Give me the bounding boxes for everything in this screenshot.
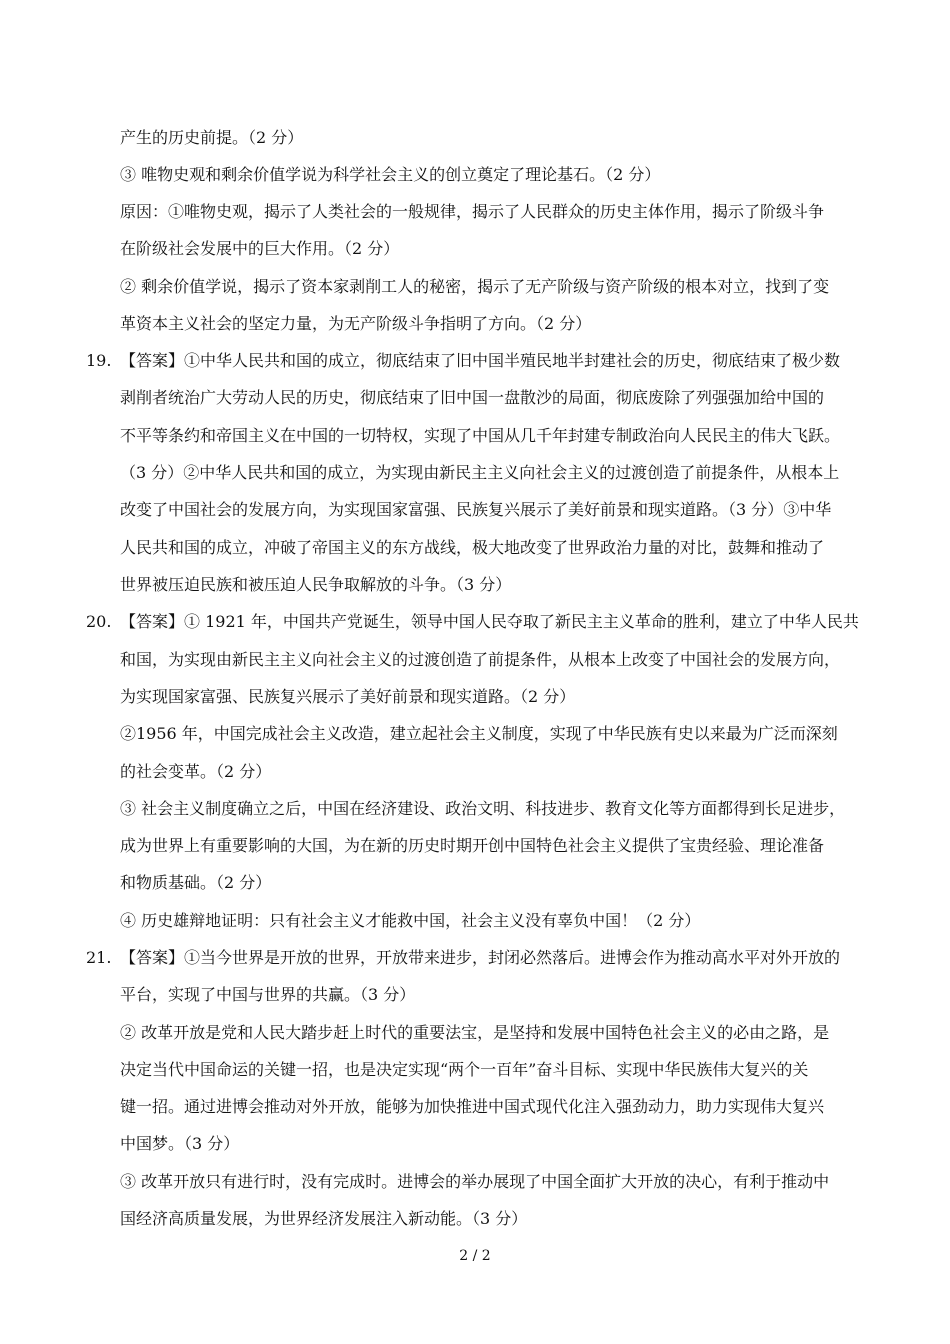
answer-line: ③ 社会主义制度确立之后，中国在经济建设、政治文明、科技进步、教育文化等方面都得到长足进步， — [120, 799, 846, 818]
answer-line: 为实现国家富强、民族复兴展示了美好前景和现实道路。（2 分） — [120, 687, 576, 706]
answer-line: 和物质基础。（2 分） — [120, 873, 272, 892]
text-line: ② 剩余价值学说，揭示了资本家剥削工人的秘密，揭示了无产阶级与资产阶级的根本对立，找到了变 — [120, 277, 830, 296]
answer-line: （3 分）②中华人民共和国的成立，为实现由新民主主义向社会主义的过渡创造了前提条件，从根本上 — [120, 463, 840, 482]
answer-line: 决定当代中国命运的关键一招，也是决定实现“两个一百年”奋斗目标、实现中华民族伟大复兴的关 — [120, 1060, 809, 1079]
answer-line: 人民共和国的成立，冲破了帝国主义的东方战线，极大地改变了世界政治力量的对比，鼓舞和推动了 — [120, 538, 825, 557]
question-number: 21. — [86, 948, 112, 967]
answer-line: 不平等条约和帝国主义在中国的一切特权，实现了中国从几千年封建专制政治向人民民主的伟大飞跃。 — [120, 426, 841, 445]
answer-line: ②1956 年，中国完成社会主义改造，建立起社会主义制度，实现了中华民族有史以来最为广泛而深刻 — [120, 724, 838, 743]
answer-line: ② 改革开放是党和人民大踏步赶上时代的重要法宝，是坚持和发展中国特色社会主义的必由之路，是 — [120, 1023, 830, 1042]
answer-line: 剥削者统治广大劳动人民的历史，彻底结束了旧中国一盘散沙的局面，彻底废除了列强强加给中国的 — [120, 388, 825, 407]
answer-line: 【答案】① 1921 年，中国共产党诞生，领导中国人民夺取了新民主主义革命的胜利，建立了中华人民共 — [120, 612, 859, 631]
text-line: 产生的历史前提。（2 分） — [120, 128, 304, 147]
answer-line: 和国，为实现由新民主主义向社会主义的过渡创造了前提条件，从根本上改变了中国社会的发展方向， — [120, 650, 841, 669]
answer-line: 平台，实现了中国与世界的共赢。（3 分） — [120, 985, 416, 1004]
answer-line: ③ 改革开放只有进行时，没有完成时。进博会的举办展现了中国全面扩大开放的决心，有利于推动中 — [120, 1172, 830, 1191]
answer-line: 改变了中国社会的发展方向，为实现国家富强、民族复兴展示了美好前景和现实道路。（3 分）③中华 — [120, 500, 832, 519]
answer-line: 键一招。通过进博会推动对外开放，能够为加快推进中国式现代化注入强劲动力，助力实现伟大复兴 — [120, 1097, 825, 1116]
answer-line: 国经济高质量发展，为世界经济发展注入新动能。（3 分） — [120, 1209, 528, 1228]
answer-line: 【答案】①中华人民共和国的成立，彻底结束了旧中国半殖民地半封建社会的历史，彻底结束了极少数 — [120, 351, 841, 370]
answer-line: 中国梦。（3 分） — [120, 1134, 240, 1153]
question-number: 19. — [86, 351, 112, 370]
answer-line: 世界被压迫民族和被压迫人民争取解放的斗争。（3 分） — [120, 575, 512, 594]
text-line: 原因：①唯物史观，揭示了人类社会的一般规律，揭示了人民群众的历史主体作用，揭示了阶级斗争 — [120, 202, 825, 221]
answer-line: 【答案】①当今世界是开放的世界，开放带来进步，封闭必然落后。进博会作为推动高水平对外开放的 — [120, 948, 841, 967]
text-line: 在阶级社会发展中的巨大作用。（2 分） — [120, 239, 400, 258]
answer-line: 的社会变革。（2 分） — [120, 762, 272, 781]
text-line: 革资本主义社会的坚定力量，为无产阶级斗争指明了方向。（2 分） — [120, 314, 592, 333]
text-line: ③ 唯物史观和剩余价值学说为科学社会主义的创立奠定了理论基石。（2 分） — [120, 165, 661, 184]
answer-line: 成为世界上有重要影响的大国，为在新的历史时期开创中国特色社会主义提供了宝贵经验、理论准备 — [120, 836, 825, 855]
page-number: 2 / 2 — [459, 1248, 491, 1264]
answer-line: ④ 历史雄辩地证明：只有社会主义才能救中国，社会主义没有辜负中国！（2 分） — [120, 911, 701, 930]
question-number: 20. — [86, 612, 112, 631]
